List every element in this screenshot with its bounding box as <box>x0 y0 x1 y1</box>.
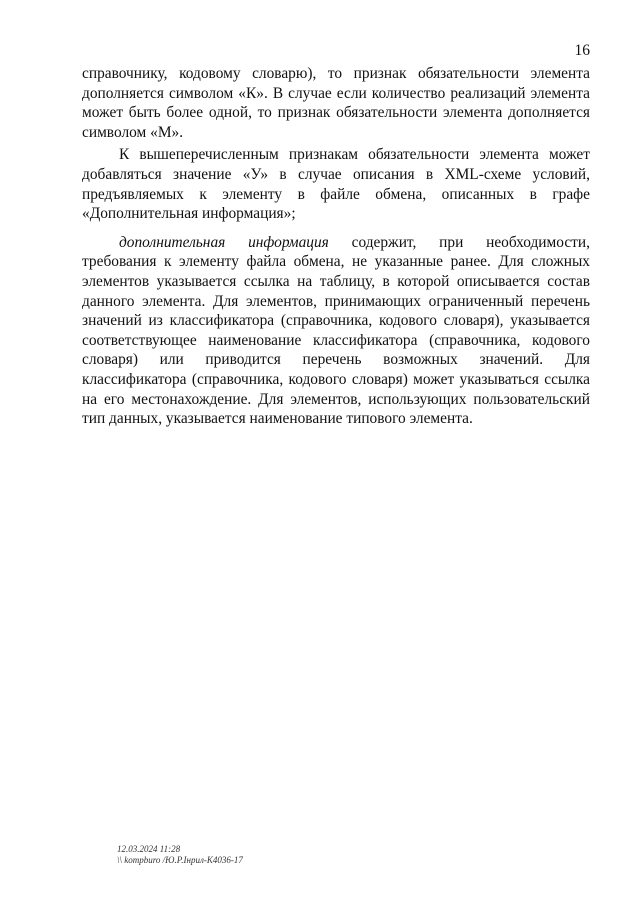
paragraph-additional-value: К вышеперечисленным признакам обязательности элемента может добавляться значение «У» в случае описания в XML-схеме условий, предъявляемых к элементу в файле обмена, описанных в графе «Дополнительная информация»; <box>82 146 590 223</box>
paragraph-additional-info-text: содержит, при необходимости, требования к элементу файла обмена, не указанные ранее. Для сложных элементов указывается ссылка на таблицу, в которой описывается состав данного элемента. Для элементов, принимающих ограниченный перечень значений из классификатора (справочника, кодового словаря), указывается соответствующее наименование классификатора (справочника, кодового словаря) или приводится перечень возможных значений. Для классификатора (справочника, кодового словаря) может указываться ссылка на его местонахождение. Для элементов, использующих пользовательский тип данных, указывается наименование типового элемента. <box>82 233 590 428</box>
term-additional-info: дополнительная информация <box>119 233 329 251</box>
paragraph-continuation: справочнику, кодовому словарю), то признак обязательности элемента дополняется символом «К». В случае если количество реализаций элемента может быть более одной, то признак обязательности элемента дополняется символом «М». <box>82 65 590 141</box>
footer-path: \\ kompburo /Ю.Р.Інрил-К4036-17 <box>117 855 243 865</box>
print-footer <box>117 844 243 866</box>
document-body <box>82 64 590 429</box>
paragraph-additional-info <box>82 233 590 429</box>
footer-timestamp: 12.03.2024 11:28 <box>117 844 181 854</box>
page-number: 16 <box>574 42 590 59</box>
